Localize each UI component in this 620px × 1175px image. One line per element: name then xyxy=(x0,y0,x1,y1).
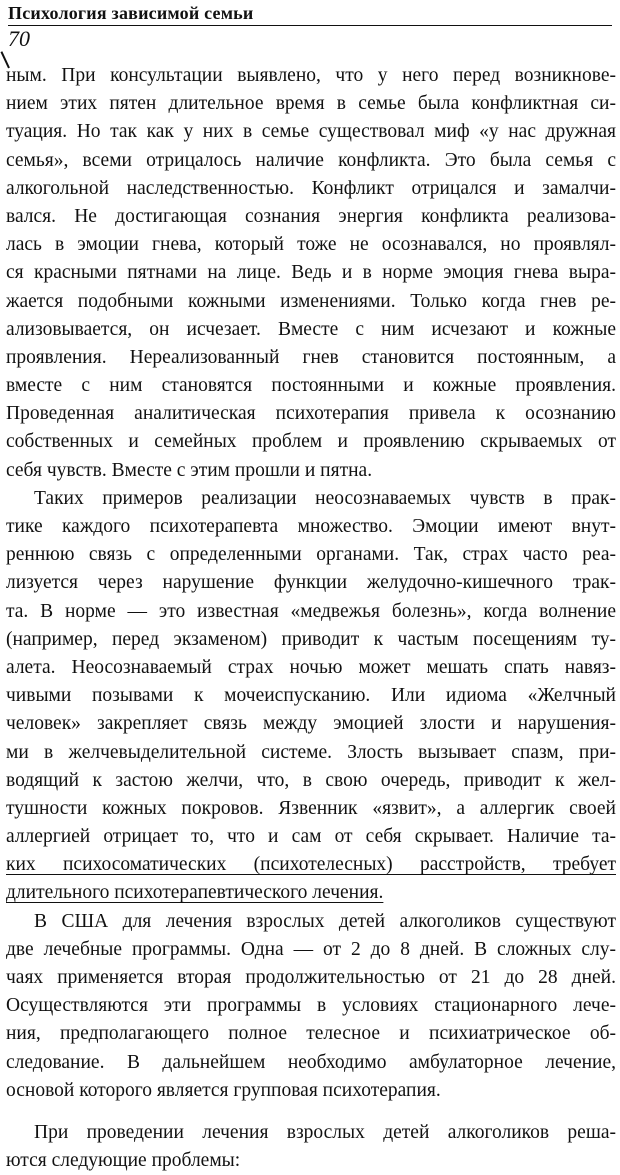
underlined-text-line: ких психосоматических (психотелесных) расстройств, требует xyxy=(6,854,616,876)
running-head-title: Психология зависимой семьи xyxy=(8,3,254,23)
text-line: (например, перед экзаменом) приводит к частым посещениям ту- xyxy=(6,628,616,650)
text-line: тике каждого психотерапевта множество. Эмоции имеют внут- xyxy=(6,516,616,537)
text-line: В США для лечения взрослых детей алкоголиков существуют xyxy=(34,910,616,932)
text-line: алкогольной наследственностью. Конфликт отрицался и замалчи- xyxy=(6,177,616,199)
text-line: лась в эмоции гнева, который тоже не осознавался, но проявлял- xyxy=(6,234,616,256)
text-line: ются следующие проблемы: xyxy=(6,1150,241,1172)
text-line: ся красными пятнами на лице. Ведь и в норме эмоция гнева выра- xyxy=(6,262,616,284)
paragraph-psychosomatic-examples xyxy=(6,485,616,908)
text-line: тушности кожных покровов. Язвенник «язвит», а аллергик своей xyxy=(6,797,616,819)
body-text xyxy=(6,62,616,1175)
text-line: При проведении лечения взрослых детей алкоголиков реша- xyxy=(34,1121,616,1143)
paragraph-gap xyxy=(6,1105,616,1119)
text-line: вместе с ним становятся постоянными и кожные проявления. xyxy=(6,375,616,397)
text-line: ния, предполагающего полное телесное и психиатрическое об- xyxy=(6,1023,616,1045)
text-line: нием этих пятен длительное время в семье была конфликтная си- xyxy=(6,93,616,115)
text-line: водящий к застою желчи, что, в свою очередь, приводит к жел- xyxy=(6,769,616,791)
text-line: Осуществляются эти программы в условиях стационарного лече- xyxy=(6,995,616,1017)
text-line: ным. При консультации выявлено, что у него перед возникнове- xyxy=(6,65,616,86)
page-number: 70 xyxy=(8,26,30,51)
text-line: та. В норме — это известная «медвежья болезнь», когда волнение xyxy=(6,600,616,622)
text-line: алета. Неосознаваемый страх ночью может мешать спать навяз- xyxy=(6,656,616,678)
text-line: чивыми позывами к мочеиспусканию. Или идиома «Желчный xyxy=(6,685,616,707)
paragraph-continuation xyxy=(6,62,616,485)
text-line: туация. Но так как у них в семье существовал миф «у нас дружная xyxy=(6,121,616,143)
text-line: следование. В дальнейшем необходимо амбулаторное лечение, xyxy=(6,1051,616,1073)
text-line: лизуется через нарушение функции желудочно-кишечного трак- xyxy=(6,572,616,594)
text-line: реннюю связь с определенными органами. Так, страх часто реа- xyxy=(6,544,616,566)
text-line: ализовывается, он исчезает. Вместе с ним исчезают и кожные xyxy=(6,318,616,340)
text-line: человек» закрепляет связь между эмоцией злости и нарушения- xyxy=(6,713,616,735)
text-line: жается подобными кожными изменениями. Только когда гнев ре- xyxy=(6,290,616,312)
text-line: вался. Не достигающая сознания энергия конфликта реализова- xyxy=(6,205,616,227)
text-line: основой которого является групповая психотерапия. xyxy=(6,1079,441,1101)
text-line: проявления. Нереализованный гнев становится постоянным, а xyxy=(6,346,616,368)
underlined-text-line: длительного психотерапевтического лечения. xyxy=(6,882,384,904)
text-line: Таких примеров реализации неосознаваемых чувств в прак- xyxy=(34,487,616,509)
text-line: аллергией отрицает то, что и сам от себя скрывает. Наличие та- xyxy=(6,826,616,848)
paragraph-treatment-problems xyxy=(6,1119,616,1175)
paragraph-usa-programs xyxy=(6,908,616,1105)
text-line: ми в желчевыделительной системе. Злость вызывает спазм, при- xyxy=(6,741,616,763)
text-line: две лечебные программы. Одна — от 2 до 8 дней. В сложных слу- xyxy=(6,938,616,960)
header-rule xyxy=(8,25,612,26)
text-line: собственных и семейных проблем и проявлению скрываемых от xyxy=(6,431,616,453)
text-line: себя чувств. Вместе с этим прошли и пятна. xyxy=(6,459,373,481)
text-line: Проведенная аналитическая психотерапия привела к осознанию xyxy=(6,403,616,425)
text-line: семья», всеми отрицалось наличие конфликта. Это была семья с xyxy=(6,149,616,171)
text-line: чаях применяется вторая продолжительностью от 21 до 28 дней. xyxy=(6,967,616,988)
